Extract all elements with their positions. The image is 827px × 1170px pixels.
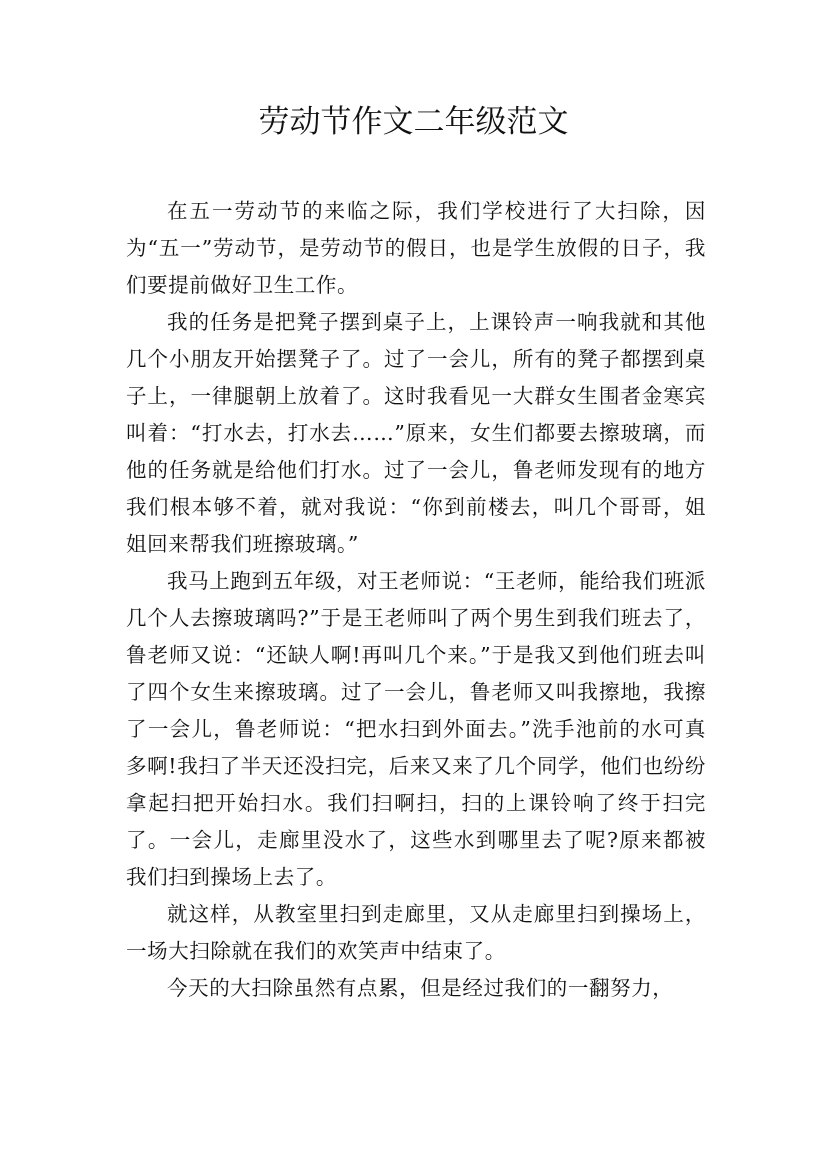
paragraph-3: 我马上跑到五年级，对王老师说：“王老师，能给我们班派几个人去擦玻璃吗?”于是王老师叫了两个男生到我们班去了，鲁老师又说：“还缺人啊!再叫几个来。”于是我又到他们班去叫了四个女生来擦玻璃。过了一会儿，鲁老师又叫我擦地，我擦了一会儿，鲁老师说：“把水扫到外面去。”洗手池前的水可真多啊!我扫了半天还没扫完，后来又来了几个同学，他们也纷纷拿起扫把开始扫水。我们扫啊扫，扫的上课铃响了终于扫完了。一会儿，走廊里没水了，这些水到哪里去了呢?原来都被我们扫到操场上去了。 (126, 569, 706, 889)
document-title: 劳动节作文二年级范文 (258, 104, 569, 140)
paragraph-1: 在五一劳动节的来临之际，我们学校进行了大扫除，因为“五一”劳动节，是劳动节的假日，也是学生放假的日子，我们要提前做好卫生工作。 (126, 199, 706, 297)
paragraph-5: 今天的大扫除虽然有点累，但是经过我们的一翻努力， (167, 976, 674, 1000)
paragraph-2: 我的任务是把凳子摆到桌子上，上课铃声一响我就和其他几个小朋友开始摆凳子了。过了一会儿，所有的凳子都摆到桌子上，一律腿朝上放着了。这时我看见一大群女生围者金寒宾叫着：“打水去，打水去……”原来，女生们都要去擦玻璃，而他的任务就是给他们打水。过了一会儿，鲁老师发现有的地方我们根本够不着，就对我说：“你到前楼去，叫几个哥哥，姐姐回来帮我们班擦玻璃。” (126, 310, 706, 556)
document-body (126, 193, 706, 1007)
paragraph-4: 就这样，从教室里扫到走廊里，又从走廊里扫到操场上，一场大扫除就在我们的欢笑声中结束了。 (126, 902, 706, 963)
